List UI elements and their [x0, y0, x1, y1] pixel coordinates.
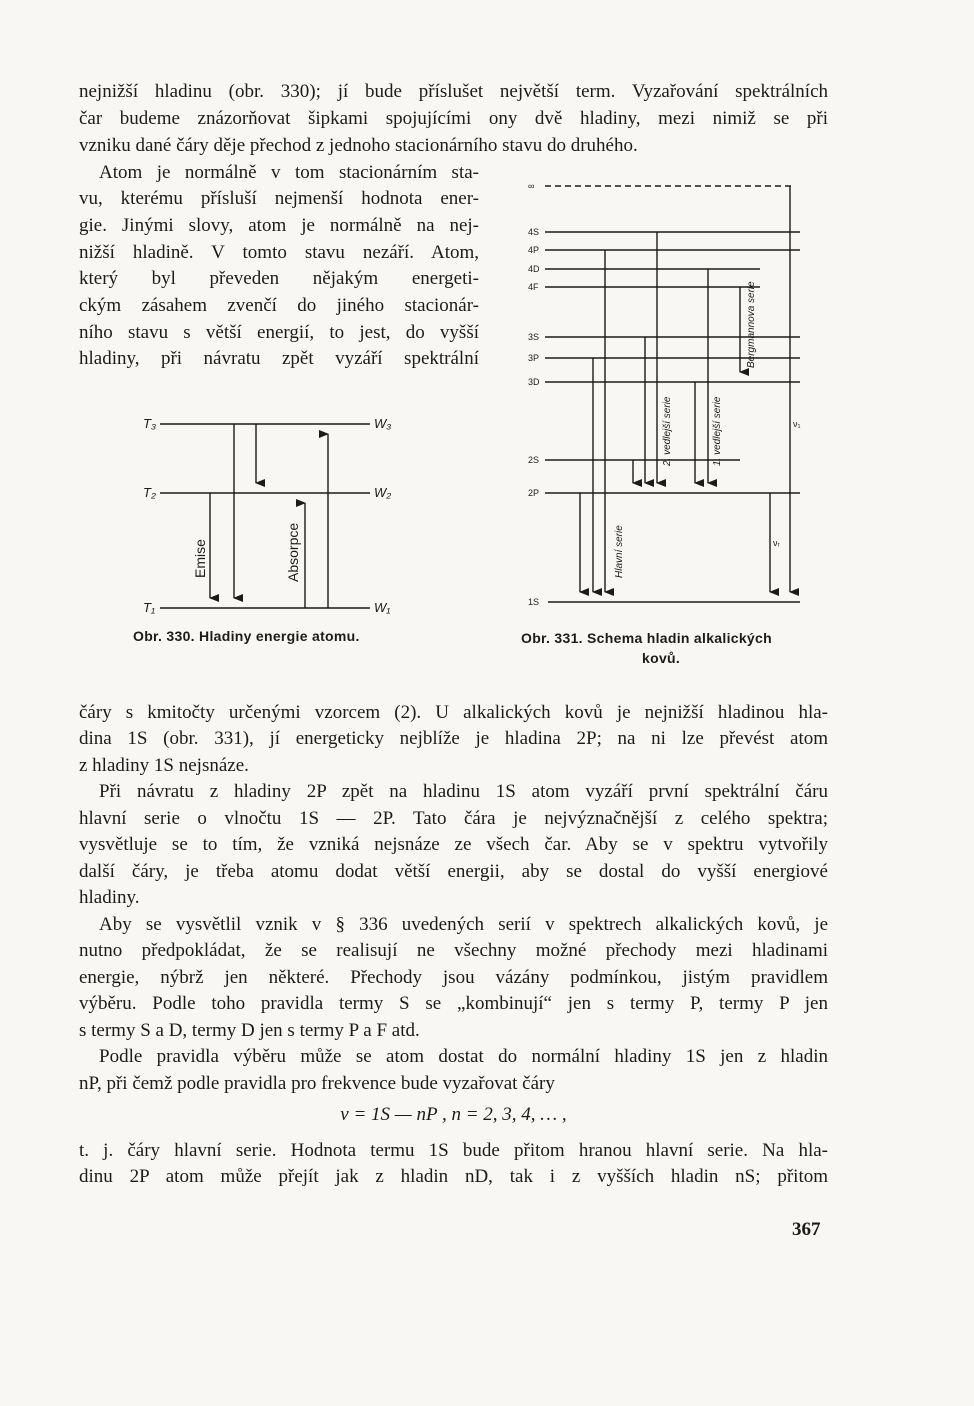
text-line: nejnižší hladinu (obr. 330); jí bude příslušet největší term. Vyzařování spektrálních: [79, 81, 828, 102]
level-label: 3S: [528, 332, 540, 342]
level-label: 4S: [528, 227, 540, 237]
text-line: ního stavu s větší energií, to jest, do vyšší: [79, 322, 479, 343]
emission-label: Emise: [192, 539, 208, 578]
level-label: 1S: [528, 597, 540, 607]
text-line: Při návratu z hladiny 2P zpět na hladinu 1S atom vyzáří první spektrální čáru: [99, 781, 828, 802]
nu-label: νᵣ: [773, 538, 780, 548]
text-line: nutno předpokládat, že se realisují ne všechny možné přechody mezi hladinami: [79, 940, 828, 961]
level-term-label: T₂: [143, 485, 156, 500]
text-line: z hladiny 1S nejsnáze.: [79, 755, 249, 776]
level-energy-label: W₁: [374, 600, 391, 615]
level-label: 2P: [528, 488, 540, 498]
level-label: 2S: [528, 455, 540, 465]
series-label-second-subordinate: 2. vedlejší serie: [662, 396, 673, 466]
level-term-label: T₃: [143, 416, 157, 431]
text-line: čar budeme znázorňovat šipkami spojujícími ony dvě hladiny, mezi nimiž se při: [79, 108, 828, 129]
text-line: t. j. čáry hlavní serie. Hodnota termu 1S bude přitom hranou hlavní serie. Na hla-: [79, 1140, 828, 1161]
text-line: dinu 2P atom může přejít jak z hladin nD, tak i z vyšších hladin nS; přitom: [79, 1166, 828, 1187]
series-label-first-subordinate: 1. vedlejší serie: [712, 396, 723, 466]
figure-331-caption-line2: kovů.: [642, 650, 681, 666]
text-line: čáry s kmitočty určenými vzorcem (2). U alkalických kovů je nejnižší hladinou hla-: [79, 702, 828, 723]
text-line: který byl převeden nějakým energeti-: [79, 268, 479, 289]
text-line: gie. Jinými slovy, atom je normálně na nej-: [79, 215, 479, 236]
level-label: 4P: [528, 245, 540, 255]
text-line: ckým zásahem zvenčí do jiného stacionár-: [79, 295, 479, 316]
level-term-label: T₁: [143, 600, 156, 615]
level-label: ∞: [528, 181, 535, 191]
text-line: vzniku dané čáry děje přechod z jednoho stacionárního stavu do druhého.: [79, 135, 638, 156]
figure-331-caption-line1: Obr. 331. Schema hladin alkalických: [521, 630, 772, 646]
page-number: 367: [792, 1219, 821, 1240]
text-line: nP, při čemž podle pravidla pro frekvence bude vyzařovat čáry: [79, 1073, 555, 1094]
level-label: 4F: [528, 282, 539, 292]
level-label: 3P: [528, 353, 540, 363]
absorption-label: Absorpce: [285, 522, 301, 582]
text-line: další čáry, je třeba atomu dodat větší energii, aby se dostal do vyšší energiové: [79, 861, 828, 882]
level-label: 3D: [528, 377, 540, 387]
text-line: vu, kterému přísluší nejmenší hodnota ener-: [79, 188, 479, 209]
text-line: dina 1S (obr. 331), jí energeticky nejblíže je hladina 2P; na ni lze převést atom: [79, 728, 828, 749]
formula: ν = 1S — nP , n = 2, 3, 4, … ,: [340, 1104, 567, 1125]
nu-label: ν₁: [793, 419, 801, 429]
text-line: energie, nýbrž jen některé. Přechody jsou vázány podmínkou, jistým pravidlem: [79, 967, 828, 988]
series-label-principal: Hlavní serie: [614, 525, 625, 578]
figure-330-caption: Obr. 330. Hladiny energie atomu.: [133, 628, 360, 644]
text-line: Atom je normálně v tom stacionárním sta-: [99, 162, 479, 183]
text-line: s termy S a D, termy D jen s termy P a F atd.: [79, 1020, 420, 1041]
text-line: hlavní serie o vlnočtu 1S — 2P. Tato čára je nejvýznačnější z celého spektra;: [79, 808, 828, 829]
text-line: Podle pravidla výběru může se atom dostat do normální hladiny 1S jen z hladin: [99, 1046, 828, 1067]
text-line: Aby se vysvětlil vznik v § 336 uvedených serií v spektrech alkalických kovů, je: [99, 914, 828, 935]
text-line: nižší hladině. V tomto stavu nezáří. Atom,: [79, 242, 479, 263]
level-energy-label: W₃: [374, 416, 392, 431]
text-line: vysvětluje se to tím, že vzniká nejsnáze ze všech čar. Aby se v spektru vytvořily: [79, 834, 828, 855]
series-label-bergmann: Bergmannova serie: [746, 281, 757, 368]
text-line: hladiny, při návratu zpět vyzáří spektrální: [79, 348, 479, 369]
level-energy-label: W₂: [374, 485, 392, 500]
text-line: hladiny.: [79, 887, 140, 908]
level-label: 4D: [528, 264, 540, 274]
text-line: výběru. Podle toho pravidla termy S se „kombinují“ jen s termy P, termy P jen: [79, 993, 828, 1014]
